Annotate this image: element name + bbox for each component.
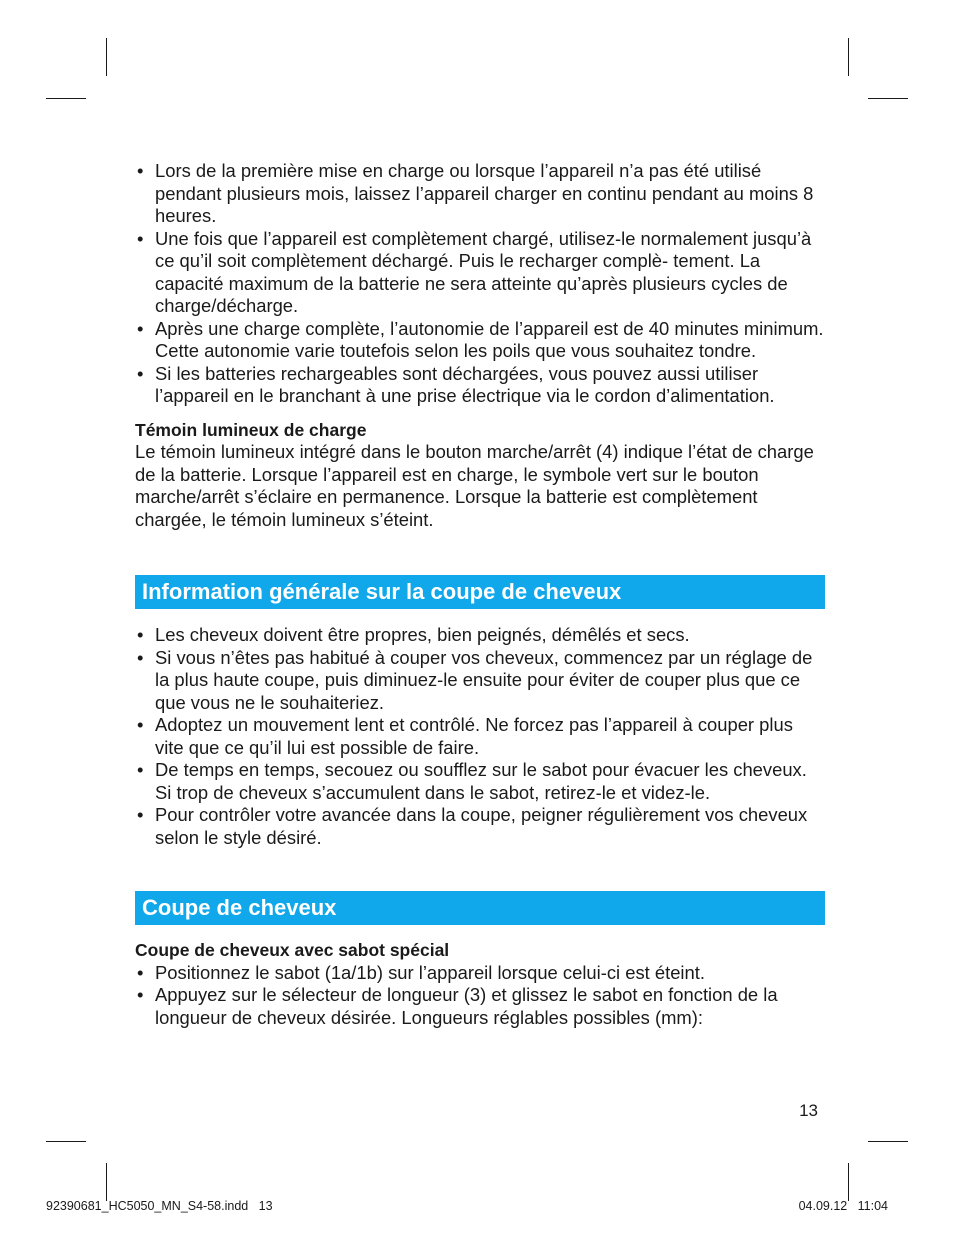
footer-date-time: 04.09.12 11:04: [798, 1199, 888, 1213]
cut-subheading: Coupe de cheveux avec sabot spécial: [135, 940, 450, 960]
section-title-general: Information générale sur la coupe de cheveux: [135, 575, 825, 609]
crop-mark-bottom-left-horizontal: [46, 1141, 86, 1142]
list-item: • Les cheveux doivent être propres, bien peignés, démêlés et secs.: [135, 624, 825, 647]
crop-mark-top-right-vertical: [848, 38, 849, 76]
page-content: [135, 160, 825, 1029]
general-bullet-list: [135, 624, 825, 849]
footer-file-info: 92390681_HC5050_MN_S4-58.indd 13: [46, 1199, 273, 1213]
intro-bullet-list: [135, 160, 825, 408]
list-item: • Appuyez sur le sélecteur de longueur (3) et glissez le sabot en fonction de la longueur de cheveux désirée. Longueurs réglables possibles (mm):: [135, 984, 825, 1029]
crop-mark-bottom-right-horizontal: [868, 1141, 908, 1142]
crop-mark-top-left-horizontal: [46, 98, 86, 99]
crop-mark-top-right-horizontal: [868, 98, 908, 99]
charge-indicator-text: Le témoin lumineux intégré dans le bouton marche/arrêt (4) indique l’état de charge de la batterie. Lorsque l’appareil est en charge, le symbole vert sur le bouton marche/arrêt s’éclaire en permanence. Lorsque la batterie est complètement chargée, le témoin lumineux s’éteint.: [135, 441, 814, 530]
charge-indicator-heading: Témoin lumineux de charge: [135, 419, 367, 440]
list-item: • Pour contrôler votre avancée dans la coupe, peigner régulièrement vos cheveux selon le style désiré.: [135, 804, 825, 849]
list-item: • De temps en temps, secouez ou soufflez sur le sabot pour évacuer les cheveux. Si trop de cheveux s’accumulent dans le sabot, retirez-le et videz-le.: [135, 759, 825, 804]
list-item: • Une fois que l’appareil est complètement chargé, utilisez-le normalement jusqu’à ce qu’il soit complètement déchargé. Puis le recharger complè- tement. La capacité maximum de la batterie ne sera atteinte qu’après plusieurs cycles de charge/décharge.: [135, 228, 825, 318]
list-item: • Si vous n’êtes pas habitué à couper vos cheveux, commencez par un réglage de la plus haute coupe, puis diminuez-le ensuite pour éviter de couper plus que ce que vous ne le souhaiteriez.: [135, 647, 825, 715]
cut-bullet-list: [135, 962, 825, 1030]
crop-mark-bottom-left-vertical: [106, 1163, 107, 1201]
crop-mark-bottom-right-vertical: [848, 1163, 849, 1201]
crop-mark-top-left-vertical: [106, 38, 107, 76]
list-item: • Lors de la première mise en charge ou lorsque l’appareil n’a pas été utilisé pendant plusieurs mois, laissez l’appareil charger en continu pendant au moins 8 heures.: [135, 160, 825, 228]
page-number: 13: [799, 1101, 818, 1120]
list-item: • Adoptez un mouvement lent et contrôlé. Ne forcez pas l’appareil à couper plus vite que ce qu’il lui est possible de faire.: [135, 714, 825, 759]
list-item: • Positionnez le sabot (1a/1b) sur l’appareil lorsque celui-ci est éteint.: [135, 962, 825, 985]
list-item: • Après une charge complète, l’autonomie de l’appareil est de 40 minutes minimum. Cette autonomie varie toutefois selon les poils que vous souhaitez tondre.: [135, 318, 825, 363]
section-title-cut: Coupe de cheveux: [135, 891, 825, 925]
list-item: • Si les batteries rechargeables sont déchargées, vous pouvez aussi utiliser l’appareil en le branchant à une prise électrique via le cordon d’alimentation.: [135, 363, 825, 408]
